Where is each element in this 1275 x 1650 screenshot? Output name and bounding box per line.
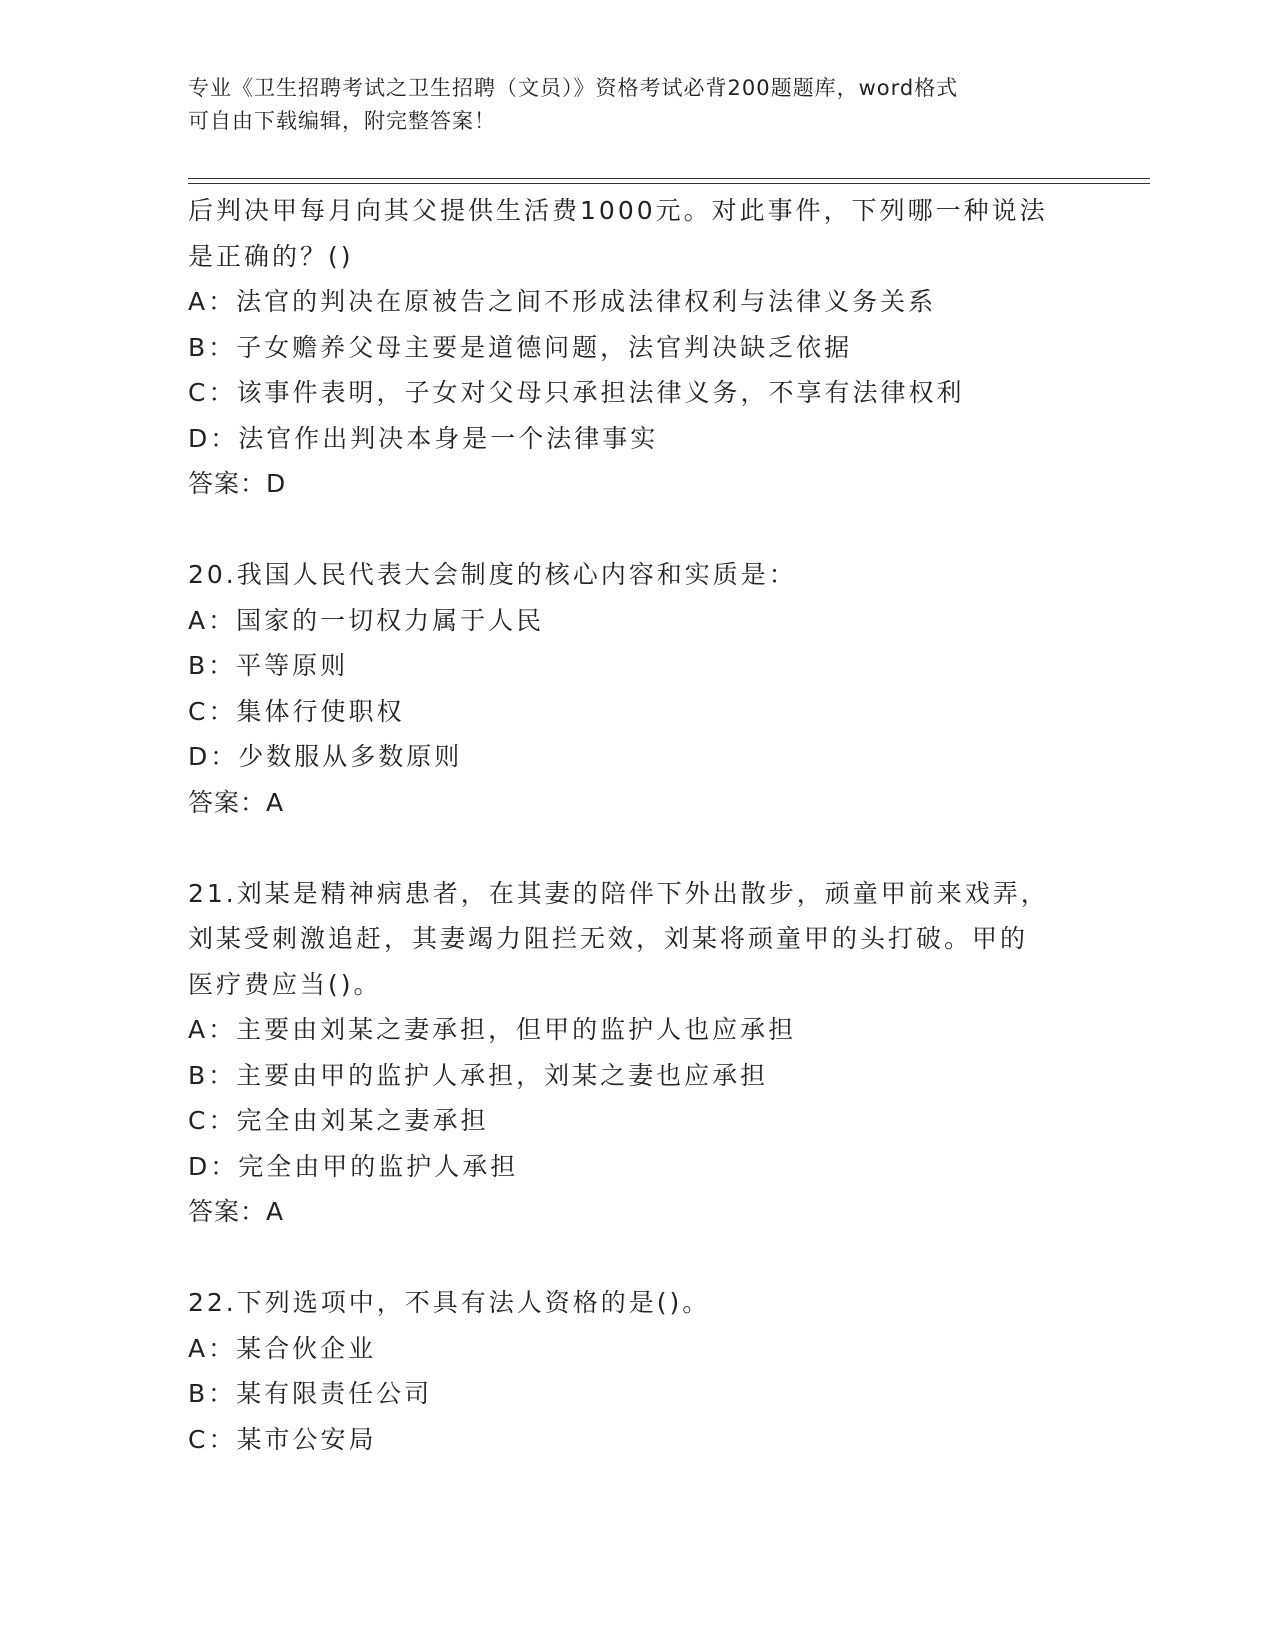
question-20 bbox=[188, 552, 1148, 825]
answer: 答案：A bbox=[188, 787, 285, 817]
question-21 bbox=[188, 871, 1148, 1235]
option-c: C：完全由刘某之妻承担 bbox=[188, 1106, 489, 1135]
option-b: B：平等原则 bbox=[188, 651, 349, 680]
question-22 bbox=[188, 1280, 1148, 1462]
option-c: C：集体行使职权 bbox=[188, 696, 405, 726]
answer: 答案：A bbox=[188, 1197, 285, 1226]
option-c: C：该事件表明，子女对父母只承担法律义务，不享有法律权利 bbox=[188, 378, 965, 407]
header-divider-bottom bbox=[188, 183, 1150, 184]
spacer bbox=[188, 507, 1148, 553]
header-line-1: 专业《卫生招聘考试之卫生招聘（文员）》资格考试必背200题题库，word格式 bbox=[188, 76, 959, 100]
question-list bbox=[188, 188, 1148, 1462]
option-a: A：国家的一切权力属于人民 bbox=[188, 605, 545, 635]
option-a: A：法官的判决在原被告之间不形成法律权利与法律义务关系 bbox=[188, 287, 937, 316]
document-header bbox=[188, 72, 1088, 138]
option-b: B：子女赡养父母主要是道德问题，法官判决缺乏依据 bbox=[188, 332, 853, 362]
question-stem: 医疗费应当()。 bbox=[188, 969, 382, 999]
question-stem: 刘某受刺激追赶，其妻竭力阻拦无效，刘某将顽童甲的头打破。甲的 bbox=[188, 924, 1029, 953]
answer: 答案：D bbox=[188, 469, 287, 498]
header-line-2: 可自由下载编辑，附完整答案！ bbox=[188, 109, 496, 133]
option-a: A：主要由刘某之妻承担，但甲的监护人也应承担 bbox=[188, 1015, 797, 1044]
question-stem: 20.我国人民代表大会制度的核心内容和实质是： bbox=[188, 560, 797, 589]
header-divider-top bbox=[188, 178, 1150, 179]
question-stem: 后判决甲每月向其父提供生活费1000元。对此事件，下列哪一种说法 bbox=[188, 196, 1048, 225]
spacer bbox=[188, 1235, 1148, 1281]
option-a: A：某合伙企业 bbox=[188, 1333, 377, 1363]
question-19 bbox=[188, 188, 1148, 507]
question-stem: 21.刘某是精神病患者，在其妻的陪伴下外出散步，顽童甲前来戏弄， bbox=[188, 878, 1049, 908]
option-d: D：少数服从多数原则 bbox=[188, 742, 463, 771]
question-stem: 22.下列选项中，不具有法人资格的是()。 bbox=[188, 1288, 711, 1317]
option-c: C：某市公安局 bbox=[188, 1424, 377, 1454]
option-b: B：主要由甲的监护人承担，刘某之妻也应承担 bbox=[188, 1060, 769, 1090]
option-d: D：完全由甲的监护人承担 bbox=[188, 1151, 519, 1181]
spacer bbox=[188, 825, 1148, 871]
option-d: D：法官作出判决本身是一个法律事实 bbox=[188, 423, 659, 453]
option-b: B：某有限责任公司 bbox=[188, 1379, 433, 1408]
question-stem: 是正确的？() bbox=[188, 241, 354, 271]
